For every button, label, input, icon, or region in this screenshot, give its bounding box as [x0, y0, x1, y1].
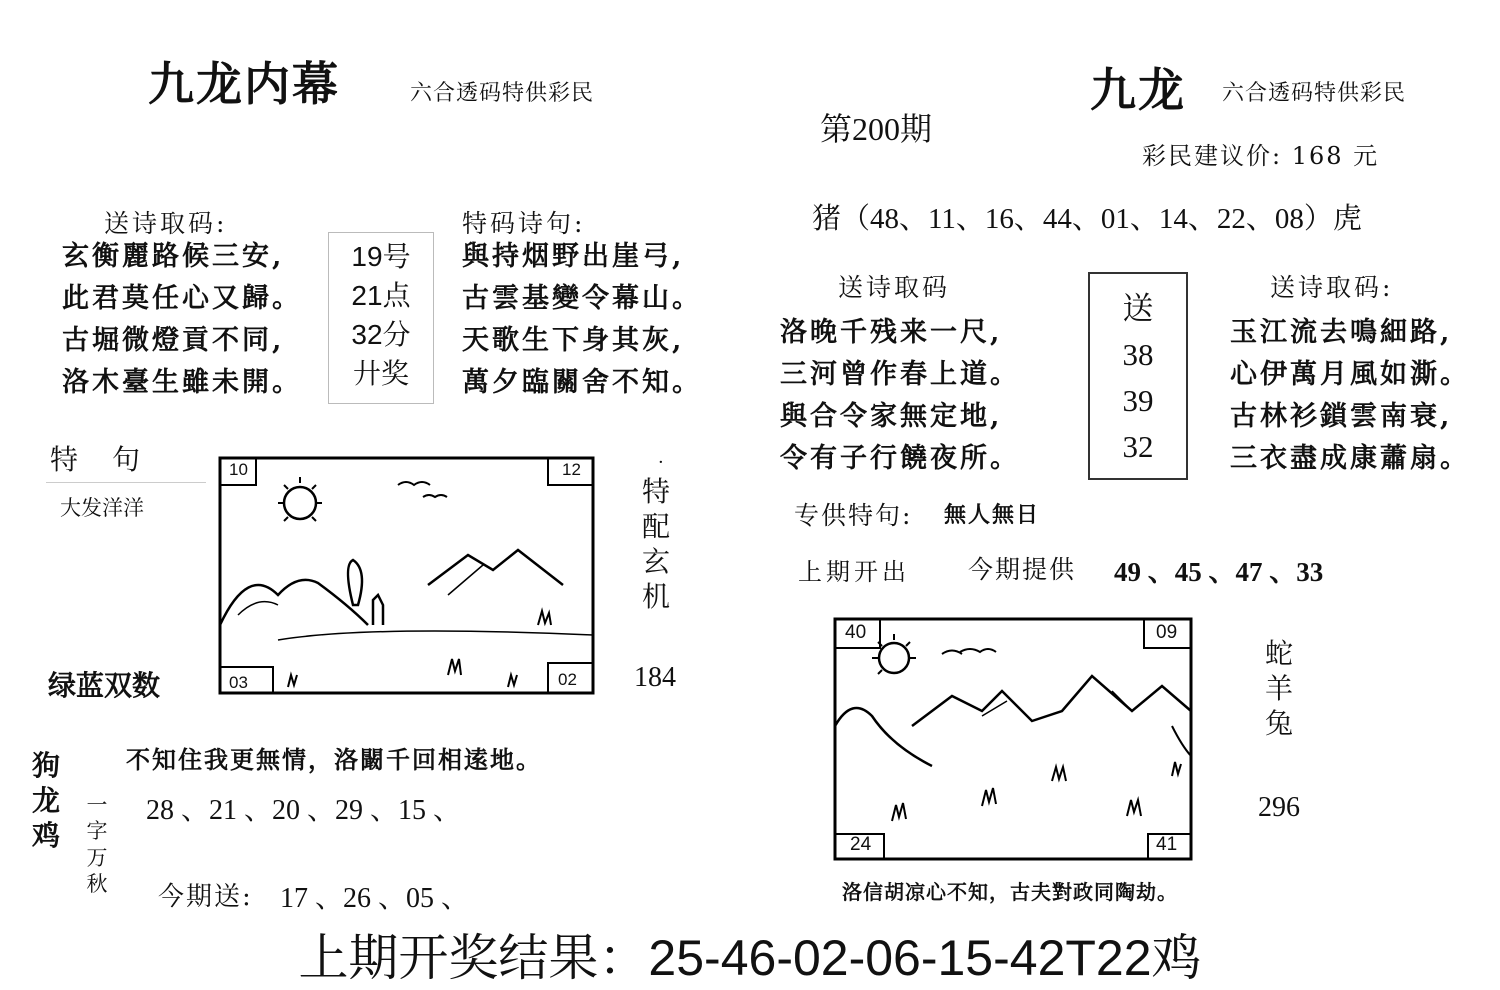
- bird-icon: [942, 651, 962, 655]
- grass-icon: [1052, 767, 1066, 781]
- right-vertical-number: 296: [1258, 792, 1300, 823]
- vertical-char: 特: [641, 475, 670, 508]
- figure-icon: [373, 595, 383, 625]
- right-bottom-poem: 洛信胡凉心不知，古夫對政同陶劫。: [842, 880, 1178, 904]
- code-box-line: 廾奖: [352, 358, 409, 389]
- right-this-period-label: 今期提供: [968, 555, 1077, 584]
- right-title: 九龙: [1090, 63, 1186, 117]
- send-box-line: 送: [1122, 291, 1154, 326]
- left-vertical-number: 184: [634, 662, 676, 693]
- left-landscape-picture: [218, 455, 596, 700]
- left-poem-line: 不知住我更無情，洛闞千回相逺地。: [126, 745, 542, 774]
- right-special-phrase: 無人無日: [944, 502, 1041, 528]
- left-zodiac-vertical: [26, 748, 66, 853]
- left-send-poem: [62, 236, 302, 404]
- mountain-icon: [428, 550, 563, 585]
- vertical-char: 玄: [641, 545, 670, 578]
- grass-icon: [508, 675, 517, 687]
- poem-line: 洛木臺生雖未開。: [62, 367, 302, 398]
- right-send-poem-right: [1230, 312, 1470, 480]
- grass-icon: [892, 803, 906, 821]
- vertical-char: 鸡: [31, 819, 60, 852]
- picture-corner-number: 12: [562, 460, 581, 479]
- left-code-box: [328, 232, 434, 404]
- vertical-char: 配: [641, 510, 670, 543]
- tree-icon: [348, 560, 362, 605]
- left-special-poem: [462, 236, 702, 404]
- grass-icon: [1172, 762, 1181, 776]
- grass-icon: [1127, 800, 1141, 816]
- grass-icon: [448, 659, 461, 675]
- left-this-period-label: 今期送:: [158, 882, 253, 912]
- left-title: 九龙内幕: [148, 57, 340, 111]
- vertical-char: 兔: [1264, 707, 1293, 740]
- send-box-line: 38: [1122, 337, 1154, 372]
- mountain-icon: [835, 708, 932, 766]
- left-vertical-hint: [636, 474, 676, 614]
- poem-line: 玉江流去鳴細路,: [1230, 317, 1453, 348]
- mountain-icon: [912, 676, 1191, 726]
- code-box-line: 19号: [351, 241, 411, 272]
- poem-line: 古雲基變令幕山。: [462, 283, 702, 314]
- poem-line: 與持烟野出崖弓,: [462, 241, 685, 272]
- poem-line: 古堀微燈貢不同,: [62, 325, 285, 356]
- right-this-period-numbers: 49 、45 、47 、33: [1114, 557, 1324, 587]
- vertical-char: 机: [641, 580, 670, 613]
- picture-corner-number: 10: [229, 460, 248, 479]
- left-subtitle: 六合透码特供彩民: [410, 81, 595, 106]
- left-this-period-numbers: 17 、26 、05 、: [280, 883, 470, 914]
- right-send-poem-left: [780, 312, 1020, 480]
- vertical-char: 狗: [31, 749, 60, 782]
- code-box-line: 21点: [351, 280, 411, 311]
- poem-line: 此君莫任心又歸。: [62, 283, 302, 314]
- left-special-poem-label: 特码诗句:: [462, 209, 586, 238]
- vertical-char: 龙: [31, 784, 60, 817]
- poem-line: 三衣盡成康蕭扇。: [1230, 443, 1470, 474]
- right-landscape-picture: [832, 616, 1196, 866]
- bird-icon: [423, 495, 447, 497]
- vertical-char: 万: [86, 845, 108, 870]
- grass-icon: [288, 675, 297, 687]
- vertical-char: 一: [86, 793, 108, 817]
- poem-line: 與合令家無定地,: [780, 401, 1003, 432]
- right-price: 彩民建议价: 168 元: [1142, 142, 1380, 170]
- poem-line: 天歌生下身其灰,: [462, 325, 685, 356]
- grass-icon: [982, 788, 996, 806]
- code-box-line: 32分: [351, 319, 411, 350]
- ground-line: [278, 631, 593, 640]
- left-special-phrase-label: 特 句: [50, 443, 144, 476]
- right-send-poem-label-right: 送诗取码:: [1270, 273, 1394, 302]
- poem-line: 古林衫鎖雲南衰,: [1230, 401, 1453, 432]
- left-send-poem-label: 送诗取码:: [104, 209, 228, 238]
- send-box-line: 32: [1122, 429, 1154, 464]
- issue-number: 第200期: [820, 111, 933, 147]
- sun-icon: [284, 487, 316, 519]
- right-pig-tiger-line: 猪（48、11、16、44、01、14、22、08）虎: [812, 203, 1362, 235]
- picture-corner-number: 02: [558, 670, 577, 689]
- left-yizi-vertical: [82, 792, 112, 897]
- picture-corner-number: 24: [850, 834, 872, 855]
- footer-last-result: 上期开奖结果：25-46-02-06-15-42T22鸡: [298, 930, 1202, 986]
- right-special-phrase-label: 专供特句:: [794, 501, 913, 530]
- sun-icon: [879, 643, 909, 673]
- right-send-box: [1088, 272, 1188, 480]
- picture-corner-number: 41: [1156, 834, 1178, 855]
- poem-line: 三河曾作春上道。: [780, 359, 1020, 390]
- left-special-phrase: 大发洋洋: [60, 496, 144, 520]
- poem-line: 萬夕臨關舍不知。: [462, 367, 702, 398]
- picture-corner-number: 03: [229, 673, 248, 692]
- bird-icon: [960, 649, 996, 652]
- right-last-period-label: 上期开出: [798, 558, 910, 586]
- poem-line: 心伊萬月風如澌。: [1230, 359, 1470, 390]
- hill-icon: [220, 580, 368, 625]
- vertical-char: 字: [86, 819, 108, 844]
- grass-icon: [538, 611, 551, 625]
- vertical-char: 蛇: [1264, 637, 1293, 670]
- picture-corner-number: 09: [1156, 622, 1178, 643]
- right-subtitle: 六合透码特供彩民: [1222, 81, 1407, 106]
- poem-line: 洛晚千残来一尺,: [780, 317, 1003, 348]
- poem-line: 令有子行饒夜所。: [780, 443, 1020, 474]
- bird-icon: [398, 482, 430, 485]
- decorative-dot: ·: [658, 452, 664, 473]
- send-box-line: 39: [1122, 383, 1154, 418]
- poem-line: 玄衡麗路候三安,: [62, 241, 285, 272]
- right-zodiac-vertical: [1258, 636, 1300, 741]
- picture-corner-number: 40: [845, 622, 867, 643]
- left-color-hint: 绿蓝双数: [48, 669, 161, 702]
- vertical-char: 秋: [86, 871, 108, 896]
- vertical-char: 羊: [1264, 672, 1293, 705]
- right-send-poem-label-left: 送诗取码: [838, 273, 951, 302]
- left-number-list: 28 、21 、20 、29 、15 、: [146, 795, 462, 826]
